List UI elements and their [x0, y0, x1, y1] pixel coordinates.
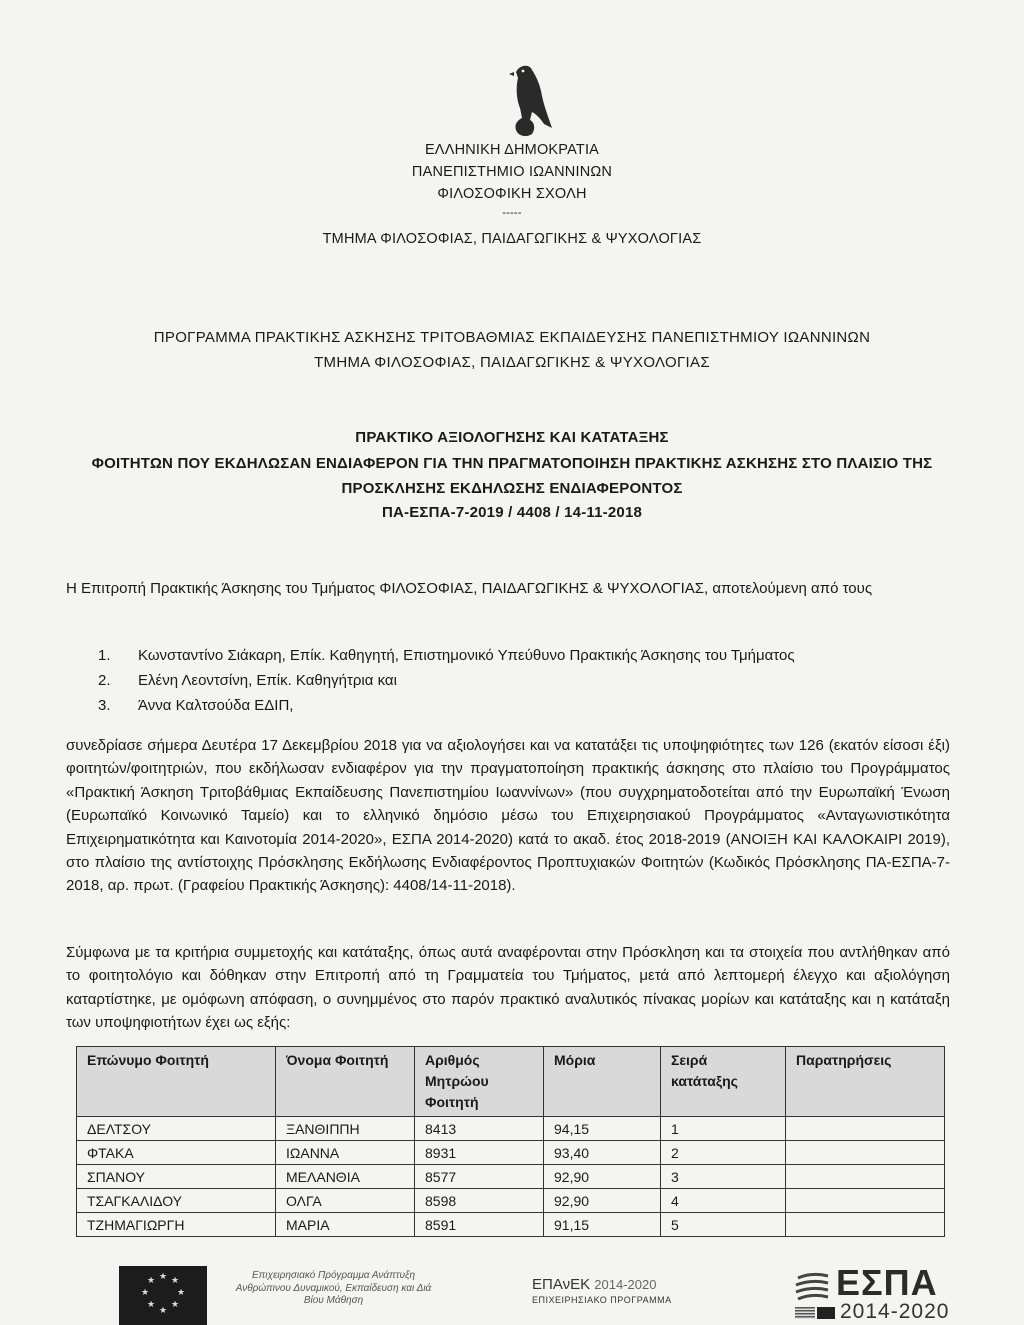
eagle-emblem-icon [496, 62, 558, 140]
header-university: ΠΑΝΕΠΙΣΤΗΜΙΟ ΙΩΑΝΝΙΝΩΝ [411, 164, 613, 180]
list-item: 1. Κωνσταντίνο Σιάκαρη, Επίκ. Καθηγητή, Επιστημονικό Υπεύθυνο Πρακτικής Άσκησης του Τμήματος [98, 647, 795, 664]
header-school: ΦΙΛΟΣΟΦΙΚΗ ΣΧΟΛΗ [437, 186, 587, 202]
ranking-table [76, 1046, 945, 1237]
list-item: 3. Άννα Καλτσούδα ΕΔΙΠ, [98, 697, 294, 714]
col-registry: Αριθμός Μητρώου Φοιτητή [415, 1047, 544, 1117]
doc-subtitle-2: ΠΡΟΣΚΛΗΣΗΣ ΕΚΔΗΛΩΣΗΣ ΕΝΔΙΑΦΕΡΟΝΤΟΣ [341, 480, 683, 497]
table-row: ΔΕΛΤΣΟΥ ΞΑΝΘΙΠΠΗ 8413 94,15 1 [77, 1117, 945, 1141]
header-divider: ----- [502, 207, 522, 219]
list-item: 2. Ελένη Λεοντσίνη, Επίκ. Καθηγήτρια και [98, 672, 397, 689]
espa-years: 2014-2020 [840, 1300, 950, 1323]
eu-mini-flag-icon [817, 1307, 835, 1319]
doc-subtitle-1: ΦΟΙΤΗΤΩΝ ΠΟΥ ΕΚΔΗΛΩΣΑΝ ΕΝΔΙΑΦΕΡΟΝ ΓΙΑ ΤΗΝ ΠΡΑΓΜΑΤΟΠΟΙΗΣΗ ΠΡΑΚΤΙΚΗΣ ΑΣΚΗΣΗΣ ΣΤΟ ΠΛΑΙΣΙΟ ΤΗΣ [91, 455, 933, 472]
body-paragraph-2: Σύμφωνα με τα κριτήρια συμμετοχής και κατάταξης, όπως αυτά αναφέρονται στην Πρόσκληση και τα στοιχεία που αντλήθηκαν από το φοιτητολόγιο και δόθηκαν στην Επιτροπή από τη Γραμματεία του Τμήματος, μετά από λεπτομερή έλεγχο και αξιολόγηση καταρτίστηκε, με ομόφωνη απόφαση, ο συνημμένος στο παρόν πρακτικό αναλυτικός πίνακας μορίων και κατάταξης και η κατάταξη των υποψηφιοτήτων έχει ως εξής: [66, 944, 950, 1032]
operational-program-name: Επιχειρησιακό Πρόγραμμα Ανάπτυξη Ανθρώπινου Δυναμικού, Εκπαίδευση και Διά Βίου Μάθηση [235, 1270, 432, 1306]
epanek-logo: ΕΠΑνΕΚ 2014-2020 [532, 1276, 657, 1293]
intro-paragraph: Η Επιτροπή Πρακτικής Άσκησης του Τμήματος ΦΙΛΟΣΟΦΙΑΣ, ΠΑΙΔΑΓΩΓΙΚΗΣ & ΨΥΧΟΛΟΓΙΑΣ, αποτελούμενη από τους [66, 580, 873, 597]
col-name: Όνομα Φοιτητή [276, 1047, 415, 1117]
body-paragraph-1: συνεδρίασε σήμερα Δευτέρα 17 Δεκεμβρίου 2018 για να αξιολογήσει και να κατατάξει τις υποψηφιότητες των 126 (εκατόν είσοσι έξι) φοιτητών/φοιτητριών, που εκδήλωσαν ενδιαφέρον για την πραγματοποίηση πρακτικής άσκησης στο πλαίσιο του Προγράμματος «Πρακτική Άσκηση Τριτοβάθμιας Εκπαίδευσης Πανεπιστημίου Ιωαννίνων» (που συγχρηματοδοτείται από την Ευρωπαϊκή Ένωση (Ευρωπαϊκό Κοινωνικό Ταμείο) και το ελληνικό δημόσιο μέσω του Επιχειρησιακού Προγράμματος «Ανταγωνιστικότητα Επιχειρηματικότητα και Καινοτομία 2014-2020», ΕΣΠΑ 2014-2020) κατά το ακαδ. έτος 2018-2019 (ΑΝΟΙΞΗ ΚΑΙ ΚΑΛΟΚΑΙΡΙ 2019), στο πλαίσιο της αντίστοιχης Πρόσκλησης Εκδήλωσης Ενδιαφέροντος Προπτυχιακών Φοιτητών (Κωδικός Πρόσκλησης ΠΑ-ΕΣΠΑ-7-2018, αρ. πρωτ. (Γραφείου Πρακτικής Άσκησης): 4408/14-11-2018). [66, 737, 950, 895]
header-department: ΤΜΗΜΑ ΦΙΛΟΣΟΦΙΑΣ, ΠΑΙΔΑΓΩΓΙΚΗΣ & ΨΥΧΟΛΟΓΙΑΣ [322, 231, 702, 247]
program-title: ΠΡΟΓΡΑΜΜΑ ΠΡΑΚΤΙΚΗΣ ΑΣΚΗΣΗΣ ΤΡΙΤΟΒΑΘΜΙΑΣ ΕΚΠΑΙΔΕΥΣΗΣ ΠΑΝΕΠΙΣΤΗΜΙΟΥ ΙΩΑΝΝΙΝΩΝ [153, 329, 871, 346]
col-notes: Παρατηρήσεις [786, 1047, 945, 1117]
espa-stripes-icon [794, 1272, 830, 1300]
program-department: ΤΜΗΜΑ ΦΙΛΟΣΟΦΙΑΣ, ΠΑΙΔΑΓΩΓΙΚΗΣ & ΨΥΧΟΛΟΓΙΑΣ [314, 354, 710, 371]
table-row: ΣΠΑΝΟΥ ΜΕΛΑΝΘΙΑ 8577 92,90 3 [77, 1165, 945, 1189]
doc-title: ΠΡΑΚΤΙΚΟ ΑΞΙΟΛΟΓΗΣΗΣ ΚΑΙ ΚΑΤΑΤΑΞΗΣ [355, 429, 669, 446]
table-row: ΦΤΑΚΑ ΙΩΑΝΝΑ 8931 93,40 2 [77, 1141, 945, 1165]
epanek-subtitle: ΕΠΙΧΕΙΡΗΣΙΑΚΟ ΠΡΟΓΡΑΜΜΑ [532, 1295, 672, 1305]
eu-flag-icon: ★ ★ ★ ★ ★ ★ ★ ★ [119, 1266, 207, 1325]
doc-reference: ΠΑ-ΕΣΠΑ-7-2019 / 4408 / 14-11-2018 [381, 504, 643, 521]
table-row: ΤΖΗΜΑΓΙΩΡΓΗ ΜΑΡΙΑ 8591 91,15 5 [77, 1213, 945, 1237]
espa-logo: ΕΣΠΑ [836, 1262, 938, 1303]
committee-list [98, 643, 795, 718]
col-rank: Σειρά κατάταξης [661, 1047, 786, 1117]
header-country: ΕΛΛΗΝΙΚΗ ΔΗΜΟΚΡΑΤΙΑ [424, 142, 600, 158]
funding-footer [0, 1260, 1024, 1325]
table-header-row [77, 1047, 945, 1117]
greek-flag-icon [795, 1307, 815, 1319]
col-points: Μόρια [544, 1047, 661, 1117]
col-surname: Επώνυμο Φοιτητή [77, 1047, 276, 1117]
table-row: ΤΣΑΓΚΑΛΙΔΟΥ ΟΛΓΑ 8598 92,90 4 [77, 1189, 945, 1213]
